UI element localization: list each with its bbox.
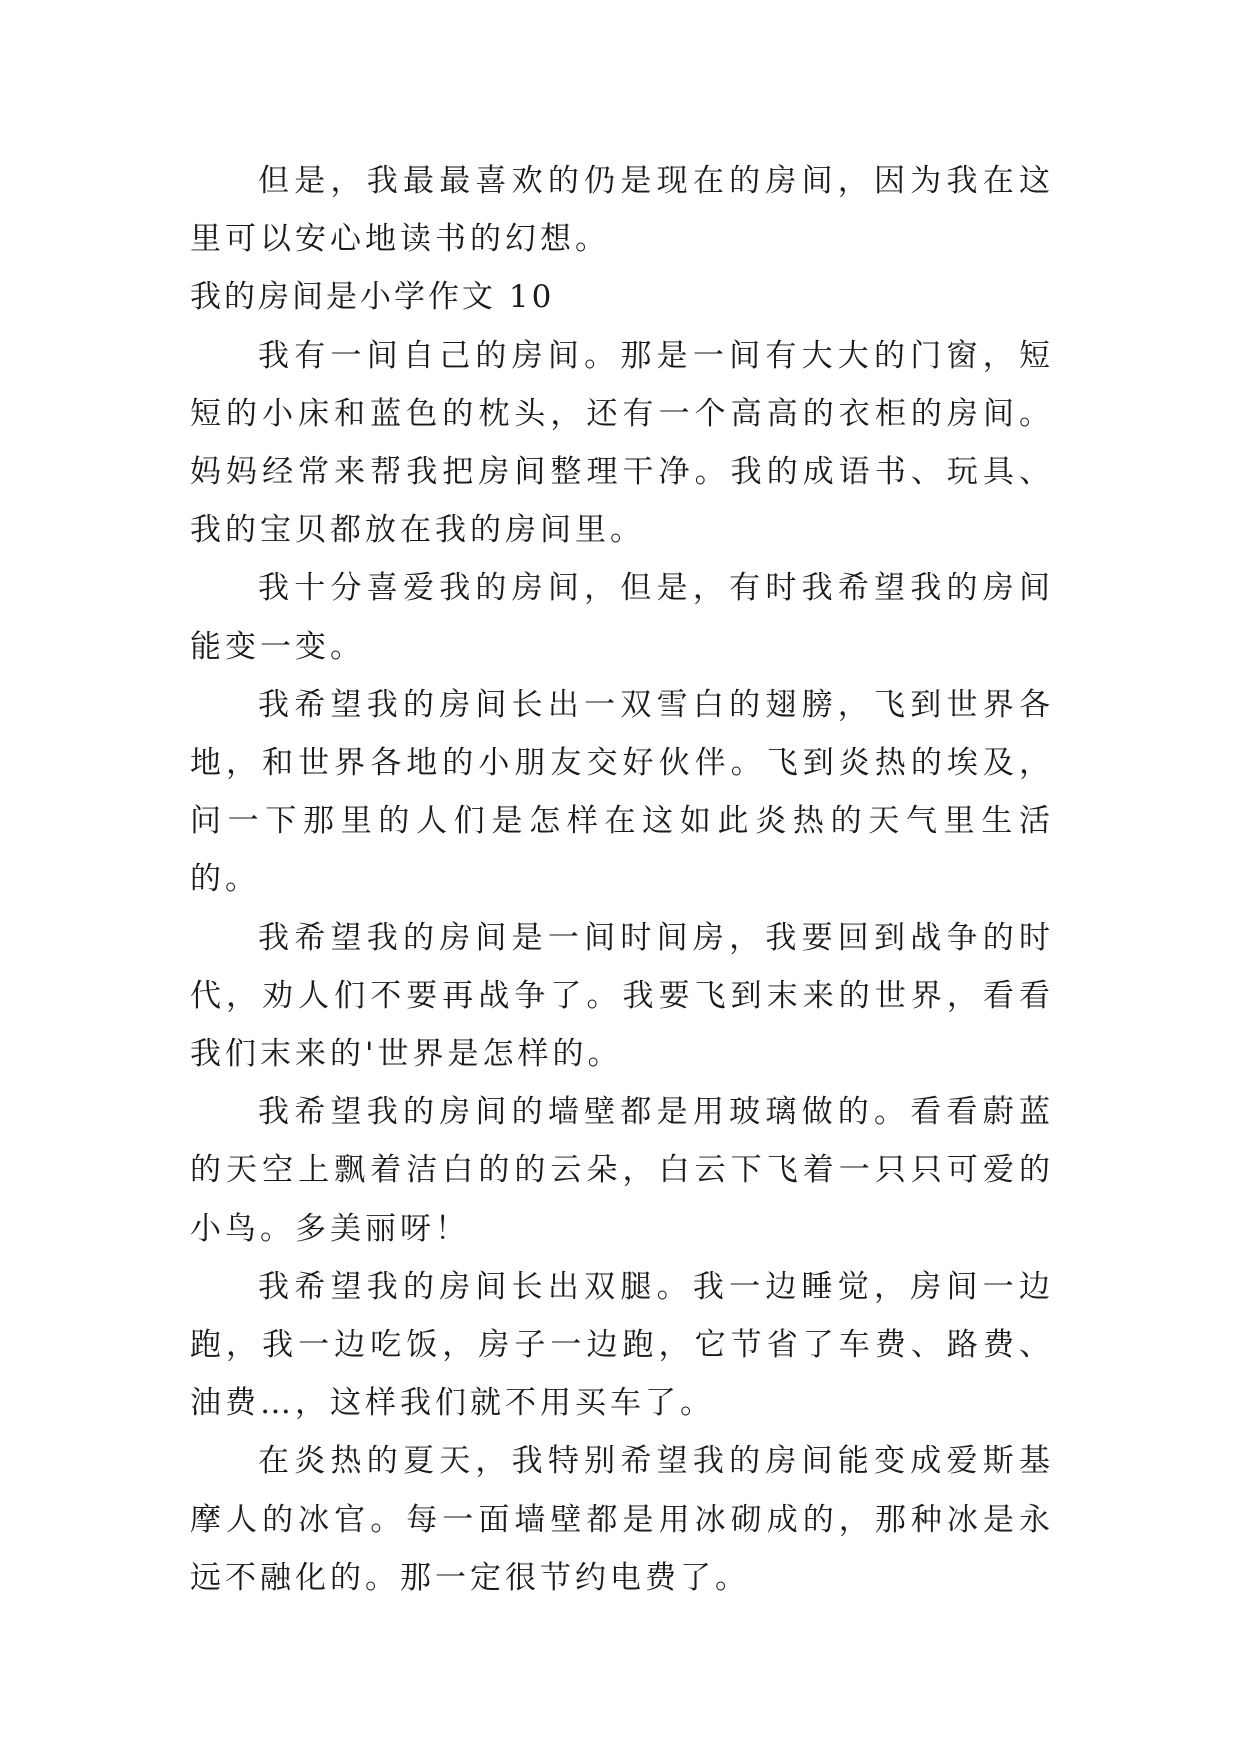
paragraph-4: 我希望我的房间长出一双雪白的翅膀，飞到世界各地，和世界各地的小朋友交好伙伴。飞到炎热的埃及，问一下那里的人们是怎样在这如此炎热的天气里生活的。	[190, 686, 1054, 898]
paragraph-6: 我希望我的房间的墙壁都是用玻璃做的。看看蔚蓝的天空上飘着洁白的的云朵，白云下飞着一只只可爱的小鸟。多美丽呀！	[190, 1094, 1054, 1247]
paragraph-1: 但是，我最最喜欢的仍是现在的房间，因为我在这里可以安心地读书的幻想。	[190, 163, 1054, 258]
paragraph-5: 我希望我的房间是一间时间房，我要回到战争的时代，劝人们不要再战争了。我要飞到末来的世界，看看我们末来的'世界是怎样的。	[190, 919, 1054, 1073]
paragraph-8: 在炎热的夏天，我特别希望我的房间能变成爱斯基摩人的冰官。每一面墙壁都是用冰砌成的，那种冰是永远不融化的。那一定很节约电费了。	[190, 1443, 1054, 1596]
document-body	[190, 152, 1054, 1607]
paragraph-3: 我十分喜爱我的房间，但是，有时我希望我的房间能变一变。	[190, 570, 1054, 665]
section-heading: 我的房间是小学作文 10	[190, 279, 555, 316]
paragraph-2: 我有一间自己的房间。那是一间有大大的门窗，短短的小床和蓝色的枕头，还有一个高高的衣柜的房间。妈妈经常来帮我把房间整理干净。我的成语书、玩具、我的宝贝都放在我的房间里。	[190, 337, 1054, 549]
paragraph-7: 我希望我的房间长出双腿。我一边睡觉，房间一边跑，我一边吃饭，房子一边跑，它节省了车费、路费、油费…，这样我们就不用买车了。	[190, 1268, 1054, 1422]
